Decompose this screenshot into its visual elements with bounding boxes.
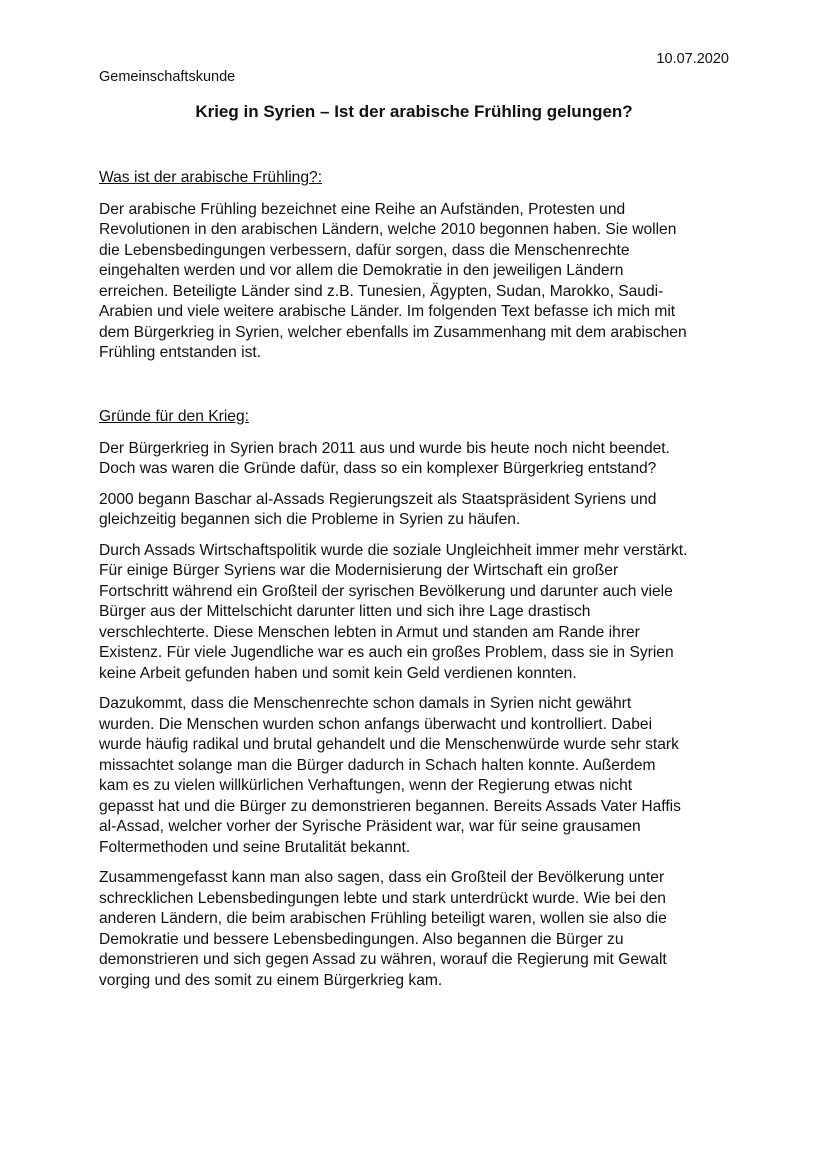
text-line: gleichzeitig begannen sich die Probleme in Syrien zu häufen.	[99, 511, 521, 528]
text-line: wurden. Die Menschen wurden schon anfangs überwacht und kontrolliert. Dabei	[99, 715, 653, 733]
section-what-is-arab-spring	[99, 168, 737, 374]
paragraph	[99, 439, 737, 480]
section-heading: Gründe für den Krieg:	[99, 408, 249, 425]
text-line: gepasst hat und die Bürger zu demonstrieren begannen. Bereits Assads Vater Haffis	[99, 797, 681, 815]
text-line: Revolutionen in den arabischen Ländern, welche 2010 begonnen haben. Sie wollen	[99, 221, 677, 238]
document-date: 10.07.2020	[656, 51, 729, 67]
text-line: Demokratie und bessere Lebensbedingungen. Also begannen die Bürger zu	[99, 930, 624, 948]
text-line: 2000 begann Baschar al-Assads Regierungszeit als Staatspräsident Syriens und	[99, 490, 657, 508]
text-line: Der Bürgerkrieg in Syrien brach 2011 aus und wurde bis heute noch nicht beendet.	[99, 439, 670, 457]
subject-label: Gemeinschaftskunde	[99, 69, 236, 85]
text-line: Existenz. Für viele Jugendliche war es auch ein großes Problem, dass sie in Syrien	[99, 644, 674, 661]
paragraph	[99, 200, 737, 364]
text-line: Zusammengefasst kann man also sagen, dass ein Großteil der Bevölkerung unter	[99, 869, 665, 886]
text-line: erreichen. Beteiligte Länder sind z.B. Tunesien, Ägypten, Sudan, Marokko, Saudi-	[99, 282, 664, 300]
section-body	[99, 200, 737, 364]
section-reasons-for-war	[99, 407, 737, 1001]
section-heading: Was ist der arabische Frühling?:	[99, 169, 323, 186]
text-line: dem Bürgerkrieg in Syrien, welcher ebenfalls im Zusammenhang mit dem arabischen	[99, 323, 687, 341]
text-line: demonstrieren und sich gegen Assad zu währen, worauf die Regierung mit Gewalt	[99, 951, 667, 968]
text-line: Dazukommt, dass die Menschenrechte schon damals in Syrien nicht gewährt	[99, 695, 632, 712]
text-line: die Lebensbedingungen verbessern, dafür sorgen, dass die Menschenrechte	[99, 241, 630, 259]
text-line: Arabien und viele weitere arabische Länder. Im folgenden Text befasse ich mich mit	[99, 303, 676, 320]
text-line: verschlechterte. Diese Menschen lebten in Armut und standen am Rande ihrer	[99, 623, 640, 641]
text-line: Bürger aus der Mittelschicht darunter litten und sich ihre Lage drastisch	[99, 603, 591, 620]
paragraph	[99, 541, 737, 685]
paragraph	[99, 868, 737, 991]
paragraph	[99, 694, 737, 858]
text-line: Der arabische Frühling bezeichnet eine Reihe an Aufständen, Protesten und	[99, 200, 626, 218]
text-line: Für einige Bürger Syriens war die Modernisierung der Wirtschaft ein großer	[99, 562, 619, 579]
text-line: anderen Ländern, die beim arabischen Frühling beteiligt waren, wollen sie also die	[99, 910, 667, 927]
document-title: Krieg in Syrien – Ist der arabische Frühling gelungen?	[195, 102, 633, 121]
text-line: kam es zu vielen willkürlichen Verhaftungen, wenn der Regierung etwas nicht	[99, 777, 633, 794]
text-line: Frühling entstanden ist.	[99, 344, 262, 361]
text-line: Durch Assads Wirtschaftspolitik wurde die soziale Ungleichheit immer mehr verstärkt.	[99, 541, 688, 559]
section-body	[99, 439, 737, 992]
text-line: vorging und des somit zu einem Bürgerkrieg kam.	[99, 971, 443, 989]
text-line: Foltermethoden und seine Brutalität bekannt.	[99, 838, 411, 856]
text-line: wurde häufig radikal und brutal gehandelt und die Menschenwürde wurde sehr stark	[99, 736, 679, 753]
text-line: eingehalten werden und vor allem die Demokratie in den jeweiligen Ländern	[99, 262, 624, 279]
text-line: Fortschritt während ein Großteil der syrischen Bevölkerung und darunter auch viele	[99, 582, 673, 600]
text-line: al-Assad, welcher vorher der Syrische Präsident war, war für seine grausamen	[99, 818, 641, 835]
paragraph	[99, 490, 737, 531]
text-line: keine Arbeit gefunden haben und somit kein Geld verdienen konnten.	[99, 664, 577, 682]
text-line: Doch was waren die Gründe dafür, dass so ein komplexer Bürgerkrieg entstand?	[99, 460, 657, 477]
text-line: missachtet solange man die Bürger dadurch in Schach halten konnte. Außerdem	[99, 756, 656, 774]
text-line: schrecklichen Lebensbedingungen lebte und stark unterdrückt wurde. Wie bei den	[99, 889, 666, 907]
